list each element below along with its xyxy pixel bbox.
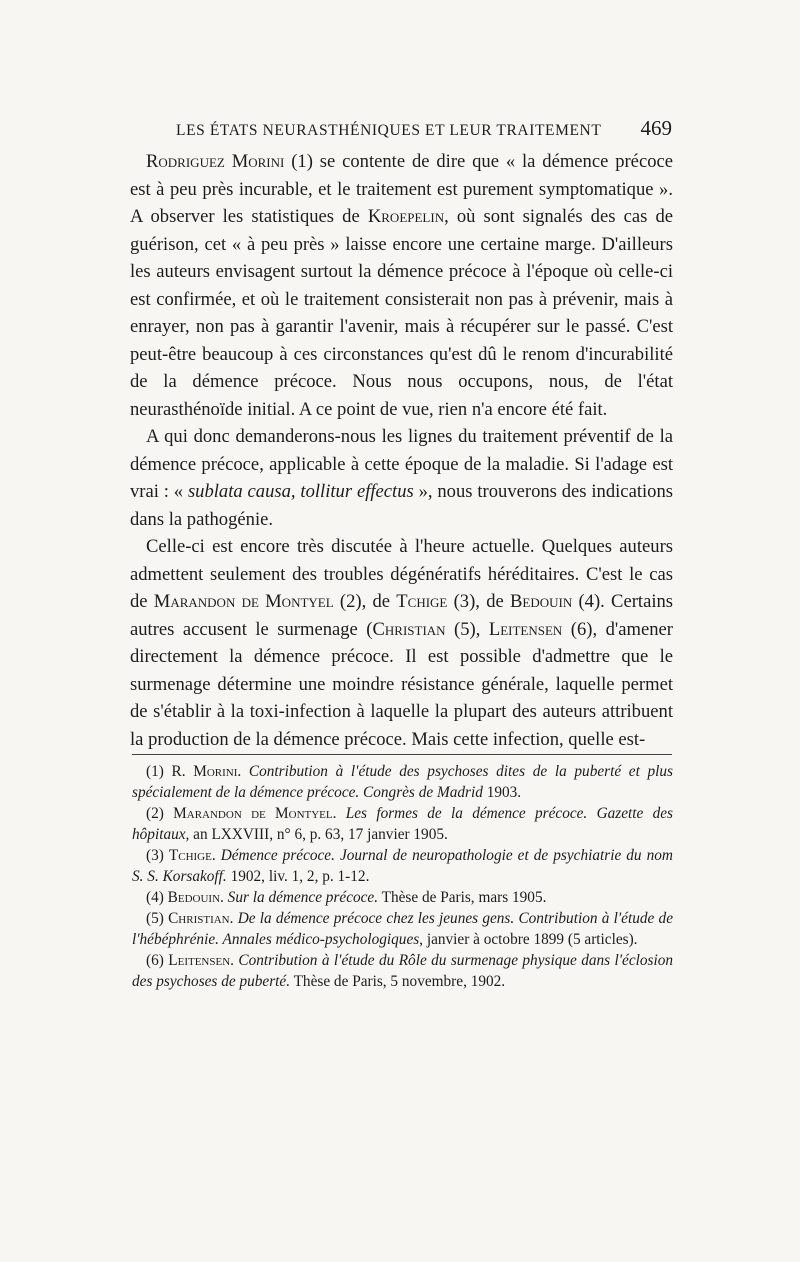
footnote-number: (1) [146, 763, 172, 780]
footnote [132, 887, 673, 908]
footnote-number: (6) [146, 952, 169, 969]
footnote-title: Les formes de la démence précoce. Gazette des hôpitaux, [132, 805, 673, 843]
footnote [132, 908, 673, 950]
footnote-author: Bedouin. [167, 889, 224, 906]
footnote [132, 950, 673, 992]
text-run: (4). Certains autres accusent le surmenage ( [130, 591, 674, 640]
text-run: (2), de [333, 591, 397, 612]
text-run: Celle-ci est encore très discutée à l'heure actuelle. Quelques auteurs admettent seulement des troubles dégénératifs héréditaires. C'est le cas de [130, 536, 673, 612]
author-name: Rodriguez Morini [146, 151, 285, 172]
footnote-number: (4) [146, 889, 168, 906]
text-run: (6), d'amener directement la démence précoce. Il est possible d'admettre que le surmenage détermine une moindre résistance générale, laquelle permet de s'établir à la toxi-infection à laquelle la plupart des auteurs attribuent la production de la démence précoce. Mais cette infection, quelle est- [130, 618, 673, 750]
author-name: Leitensen [488, 618, 563, 640]
author-name: Christian [372, 618, 446, 640]
footnote-title: Contribution à l'étude du Rôle du surmenage physique dans l'éclosion des psychoses de puberté. [132, 952, 674, 990]
text-run: , où sont signalés des cas de guérison, cet « à peu près » laisse encore une certaine marge. D'ailleurs les auteurs envisagent surtout la démence précoce à l'époque où celle-ci est confirmée, et où le traitement consisterait non pas à prévenir, mais à enrayer, non pas à garantir l'avenir, mais à récupérer sur le passé. C'est peut-être beaucoup à ces circonstances qu'est dû le renom d'incurabilité de la démence précoce. Nous nous occupons, nous, de l'état neurasthénoïde initial. A ce point de vue, rien n'a encore été fait. [130, 206, 673, 420]
footnote-author: Leitensen. [168, 952, 234, 969]
footnote-title: Sur la démence précoce. [223, 889, 379, 906]
footnote-number: (5) [146, 910, 169, 927]
text-run: (1) se contente de dire que « la démence précoce est à peu près incurable, et le traitement est purement symptomatique ». A observer les statistiques de [130, 151, 673, 227]
footnote-title: Démence précoce. Journal de neuropathologie et de psychiatrie du nom S. S. Korsakoff. [132, 847, 673, 885]
text-run: (5), [445, 618, 489, 640]
page-number: 469 [640, 116, 672, 140]
footnote-author: Marandon de Montyel. [173, 805, 337, 822]
running-title: LES ÉTATS NEURASTHÉNIQUES ET LEUR TRAITEMENT [176, 122, 602, 139]
author-name: Marandon de Montyel [153, 591, 334, 612]
body-text [130, 148, 673, 753]
footnote [132, 761, 673, 803]
text-run: A qui donc demanderons-nous les lignes du traitement préventif de la démence précoce, applicable à cette époque de la maladie. Si l'adage est vrai : « [130, 426, 673, 502]
paragraph-2 [130, 423, 673, 533]
footnote-details: Thèse de Paris, mars 1905. [378, 889, 547, 906]
latin-quote: sublata causa, tollitur effectus [187, 481, 414, 502]
paragraph-1 [130, 148, 673, 423]
footnote-details: Thèse de Paris, 5 novembre, 1902. [290, 973, 506, 990]
footnote-author: Tchige. [168, 847, 216, 864]
footnote-number: (2) [146, 805, 174, 822]
paragraph-3 [130, 533, 673, 753]
running-head [176, 116, 672, 141]
footnote-details: 1902, liv. 1, 2, p. 1-12. [226, 868, 370, 885]
footnote-author: R. Morini. [171, 763, 242, 780]
footnote [132, 845, 673, 887]
footnote-author: Christian. [168, 910, 234, 927]
text-run: (3), de [447, 591, 510, 612]
footnote-details: an LXXVIII, n° 6, p. 63, 17 janvier 1905. [189, 826, 448, 843]
author-name: Bedouin [510, 591, 573, 612]
footnote-title: Contribution à l'étude des psychoses dites de la puberté et plus spécialement de la démence précoce. Congrès de Madrid [132, 763, 674, 801]
text-run: », nous trouverons des indications dans la pathogénie. [130, 481, 673, 530]
footnotes [132, 761, 673, 992]
footnote-rule [132, 754, 672, 755]
footnote-number: (3) [146, 847, 169, 864]
author-name: Tchige [396, 591, 448, 612]
footnote [132, 803, 673, 845]
footnote-title: De la démence précoce chez les jeunes gens. Contribution à l'étude de l'hébéphrénie. Annales médico-psychologiques, [132, 910, 673, 948]
footnote-details: janvier à octobre 1899 (5 articles). [423, 931, 638, 948]
author-name: Kroepelin [367, 206, 445, 227]
footnote-details: 1903. [482, 784, 522, 801]
